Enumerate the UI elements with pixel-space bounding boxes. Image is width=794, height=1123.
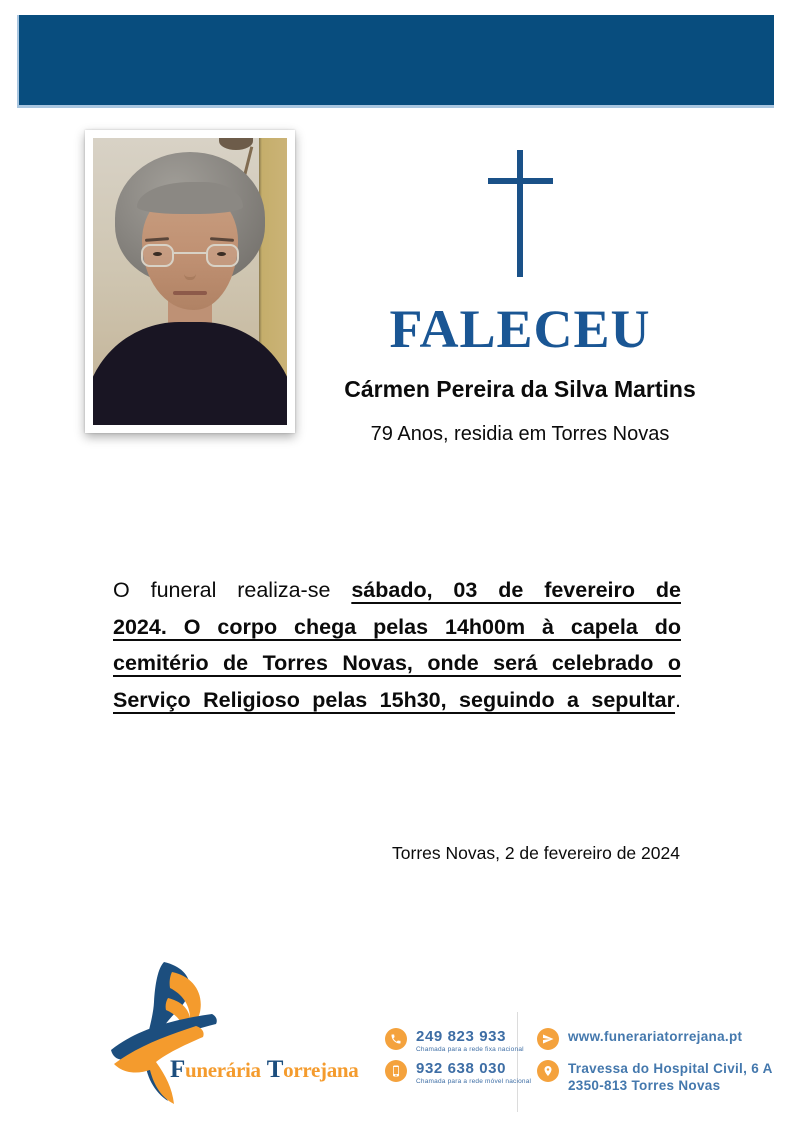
address-line-1: Travessa do Hospital Civil, 6 A [568, 1061, 773, 1076]
place-date-line: Torres Novas, 2 de fevereiro de 2024 [392, 843, 680, 863]
deceased-name: Cármen Pereira da Silva Martins [344, 376, 696, 402]
mobile-icon [385, 1060, 407, 1082]
contact-phone-mobile [385, 1060, 531, 1085]
phone-number: 249 823 933 [416, 1028, 507, 1045]
contact-website [537, 1028, 742, 1050]
brand-word [170, 1058, 261, 1082]
announcement-emphasis: sábado, 03 de fevereiro de [351, 578, 681, 602]
portrait-shoulders [93, 322, 287, 425]
photo-ceiling-fixture [219, 138, 253, 150]
announcement-emphasis: 2024. O corpo chega pelas 14h00m à capela do [113, 614, 681, 639]
contact-texts [416, 1060, 531, 1085]
contact-texts [416, 1028, 524, 1053]
brand-word-rest: orrejana [283, 1058, 359, 1082]
deceased-age-residence: 79 Anos, residia em Torres Novas [370, 423, 670, 445]
mobile-number: 932 638 030 [416, 1060, 507, 1077]
cross-icon [517, 150, 523, 277]
mobile-note: Chamada para a rede móvel nacional [416, 1078, 532, 1085]
announcement-period: . [675, 687, 681, 712]
brand-word [267, 1058, 359, 1082]
portrait-eye [217, 252, 226, 256]
announcement-line [113, 609, 681, 646]
announcement-line [113, 572, 681, 609]
announcement-emphasis: Serviço Religioso pelas 15h30, seguindo a sepultar [113, 687, 676, 712]
portrait-photo-frame [85, 130, 295, 433]
brand-initial: T [266, 1056, 284, 1083]
portrait-mouth [173, 291, 207, 295]
funeral-announcement [113, 572, 681, 718]
address-line-2: 2350-813 Torres Novas [568, 1078, 721, 1093]
portrait-eye [153, 252, 162, 256]
brand-word-rest: unerária [184, 1058, 261, 1082]
brand-name [170, 1056, 358, 1084]
glasses-bridge [174, 252, 206, 254]
phone-note: Chamada para a rede fixa nacional [416, 1046, 524, 1053]
brand-initial: F [170, 1056, 185, 1083]
contact-address [537, 1060, 773, 1094]
website-url: www.funerariatorrejana.pt [568, 1029, 743, 1044]
portrait-nose [184, 264, 196, 280]
announcement-emphasis: cemitério de Torres Novas, onde será celebrado o [113, 651, 681, 675]
send-icon [537, 1028, 559, 1050]
phone-icon [385, 1028, 407, 1050]
pin-icon [537, 1060, 559, 1082]
header-bar [17, 15, 774, 108]
page-title: FALECEU [389, 299, 651, 359]
announcement-line [113, 645, 681, 682]
contact-phone-fixed [385, 1028, 524, 1053]
contact-texts [568, 1060, 773, 1094]
announcement-line [113, 682, 681, 719]
funeraria-torrejana-logo [108, 958, 238, 1108]
portrait-photo [93, 138, 287, 425]
announcement-intro: O funeral realiza-se [113, 578, 331, 602]
contact-texts [568, 1028, 742, 1045]
cross-icon [488, 178, 553, 184]
